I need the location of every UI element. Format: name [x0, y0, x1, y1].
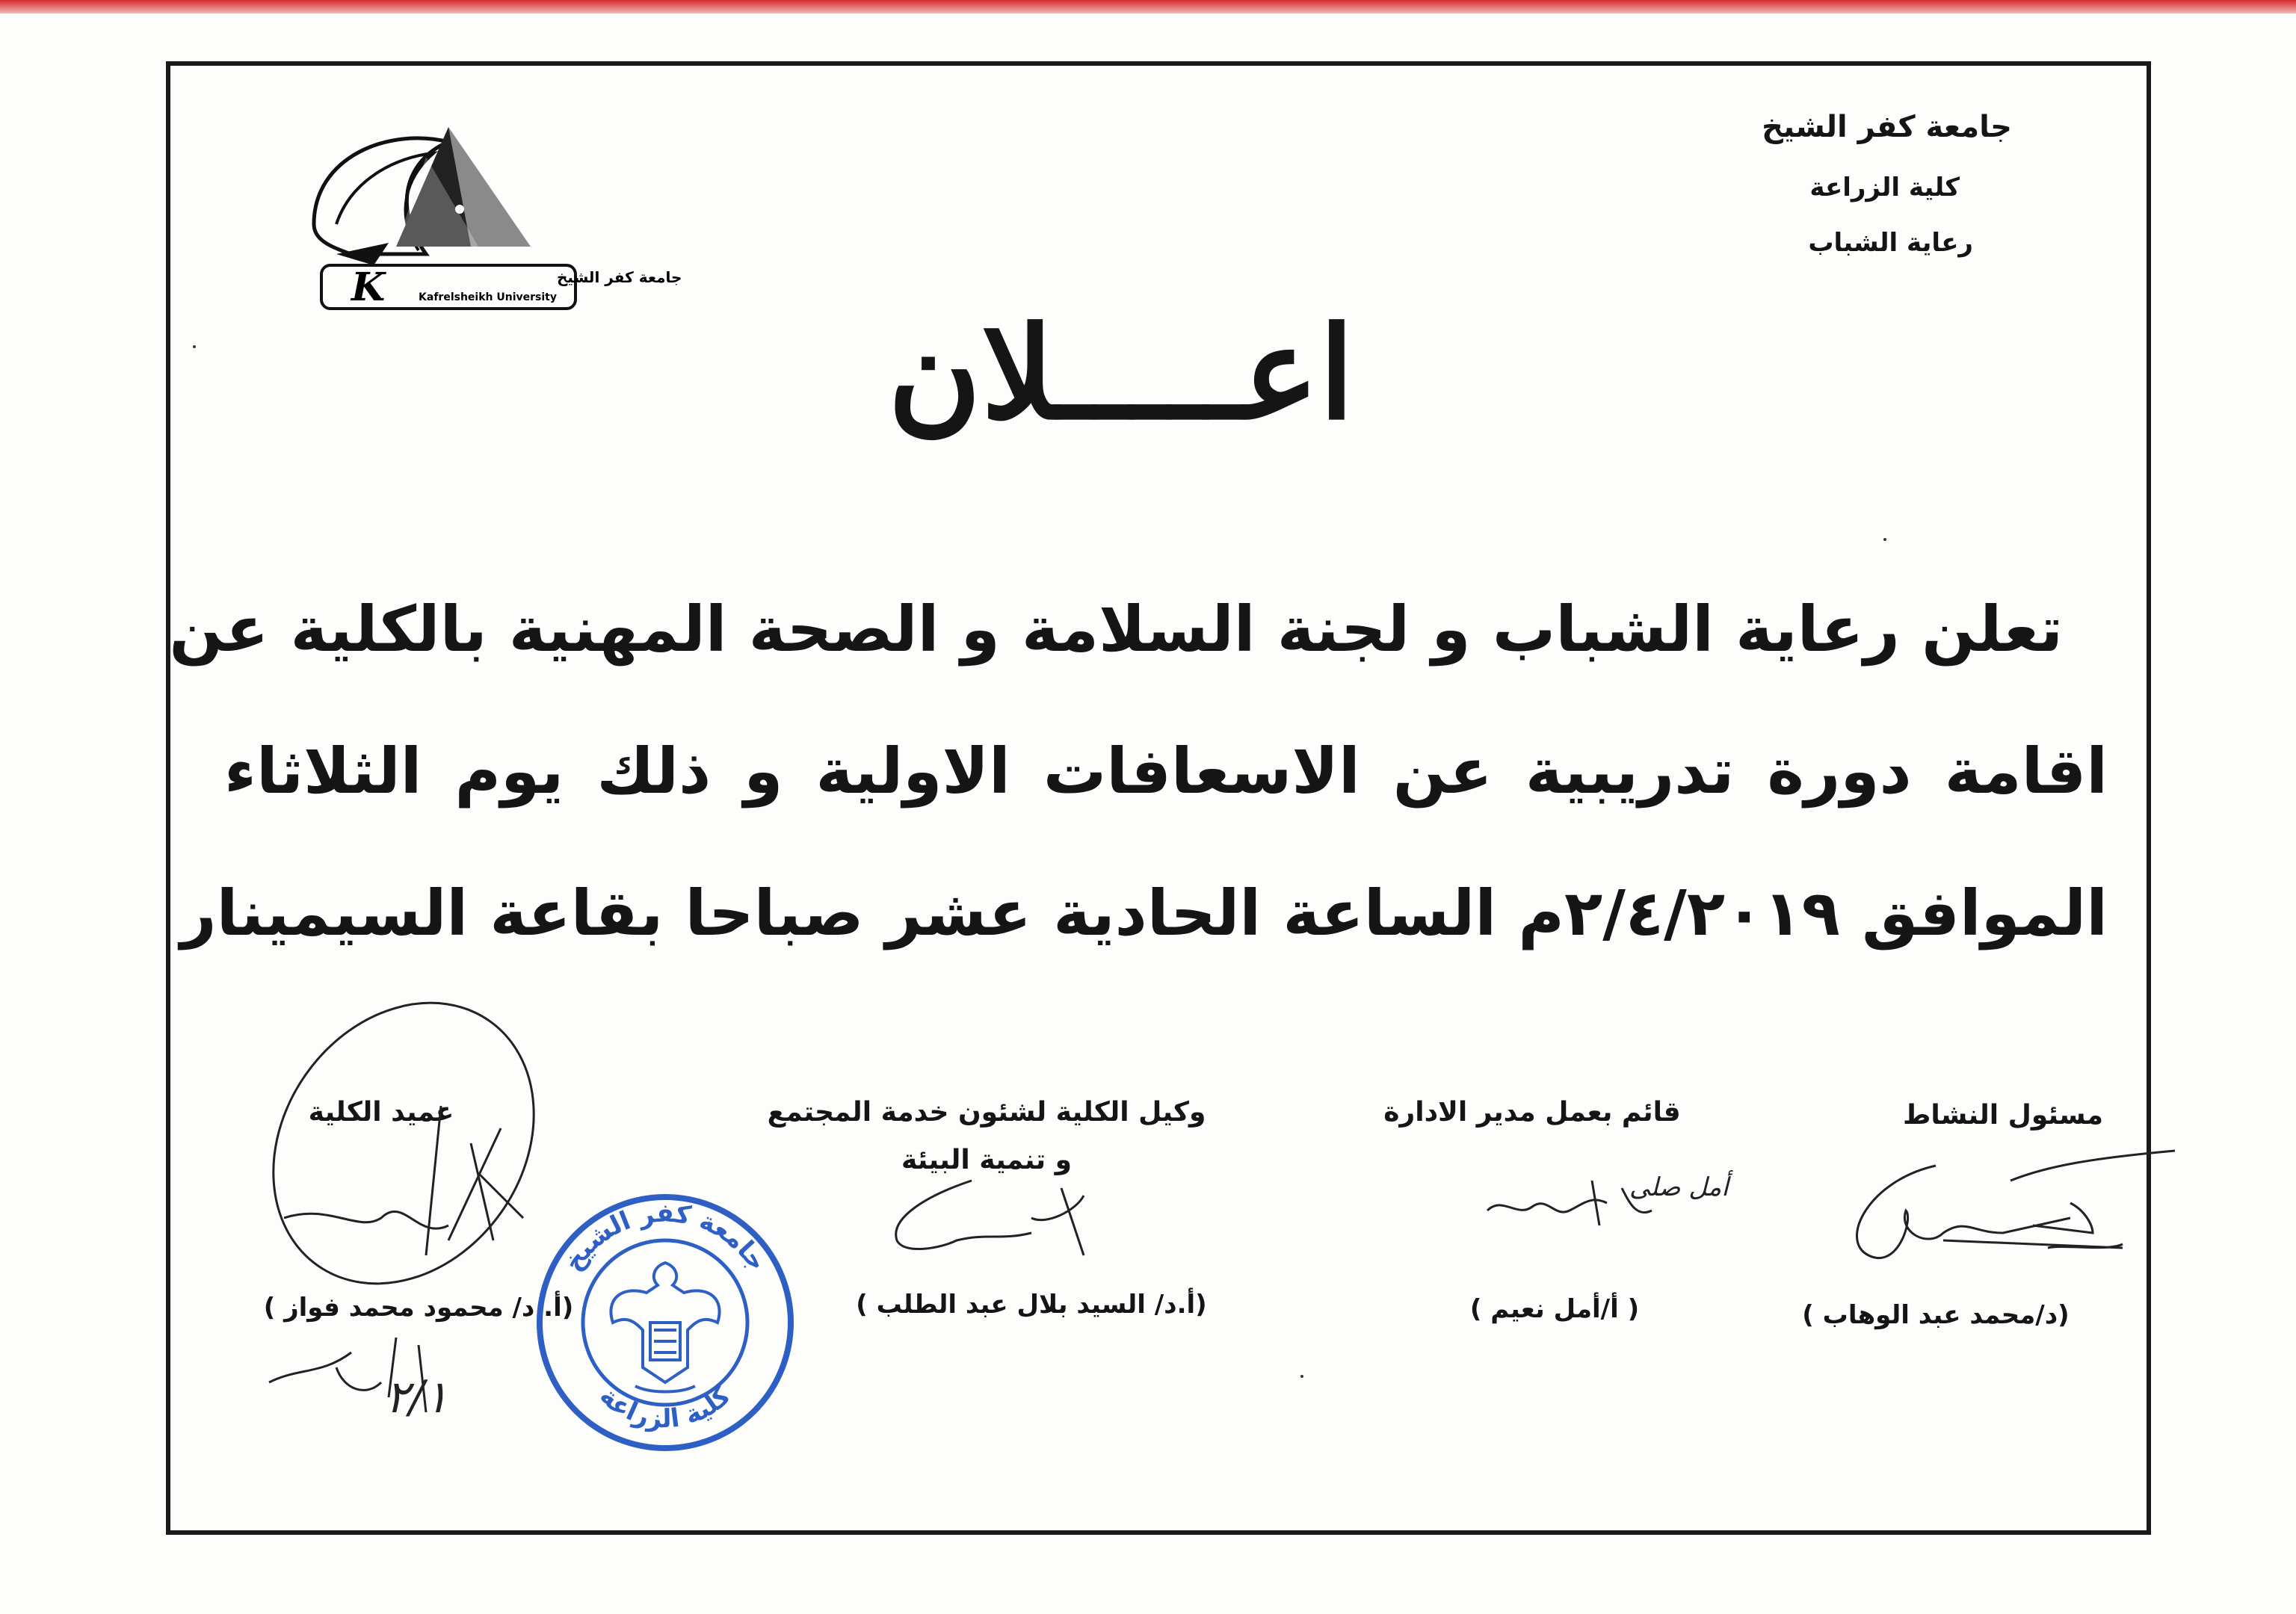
signatory-vicedean-name: (أ.د/ السيد بلال عبد الطلب ) — [856, 1290, 1207, 1320]
handwritten-date-note: ٢/١ — [385, 1371, 448, 1423]
body-line-1: تعلن رعاية الشباب و لجنة السلامة و الصحة المهنية بالكلية عن — [169, 593, 2063, 666]
institution-header — [1623, 112, 2012, 256]
stamp-top-text: جامعة كفر الشيخ — [558, 1199, 773, 1277]
signature-vice-dean — [882, 1166, 1121, 1270]
department-name: رعاية الشباب — [1808, 228, 1973, 258]
eagle-emblem-icon — [611, 1263, 719, 1392]
signatory-admin-name: ( أ/أمل نعيم ) — [1469, 1294, 1640, 1324]
university-logo — [306, 112, 682, 314]
signatory-vicedean-title-line1: وكيل الكلية لشئون خدمة المجتمع — [767, 1097, 1206, 1128]
announcement-body — [169, 593, 2108, 1024]
speck — [1883, 538, 1886, 541]
logo-english-text: Kafrelsheikh University — [419, 291, 557, 303]
stamp-bottom-text: كلية الزراعة — [593, 1381, 737, 1435]
university-name: جامعة كفر الشيخ — [1762, 110, 2012, 144]
signature-dean — [254, 994, 568, 1427]
red-paper-edge — [0, 0, 2296, 13]
signatory-vicedean-title-line2: و تنمية البيئة — [901, 1145, 1073, 1175]
logo-arabic-text: جامعة كفر الشيخ — [557, 268, 682, 286]
signatory-dean-name: (أ. د/ محمود محمد فواز ) — [263, 1293, 574, 1323]
logo-letter: K — [351, 265, 386, 310]
signatory-activity-name: (د/محمد عبد الوهاب ) — [1802, 1300, 2070, 1330]
signatory-activity-title: مسئول النشاط — [1902, 1100, 2104, 1131]
body-line-2: اقامة دورة تدريبية عن الاسعافات الاولية و ذلك يوم الثلاثاء — [224, 735, 2108, 808]
signatory-admin-title: قائم بعمل مدير الادارة — [1383, 1097, 1681, 1128]
signatory-dean-title: عميد الكلية — [308, 1097, 454, 1128]
faculty-name: كلية الزراعة — [1809, 173, 1960, 202]
speck — [193, 345, 196, 348]
faculty-stamp — [523, 1181, 807, 1465]
announcement-title: اعـــــلان — [888, 299, 1354, 448]
body-line-3: الموافق ٢/٤/٢٠١٩م الساعة الحادية عشر صباحا بقاعة السيمينار — [180, 876, 2108, 950]
signature-admin-director — [1480, 1166, 1729, 1248]
signature-activity-officer — [1824, 1136, 2197, 1285]
speck — [1300, 1375, 1303, 1378]
signature-amal-text: أمل صلى — [1629, 1172, 1729, 1202]
